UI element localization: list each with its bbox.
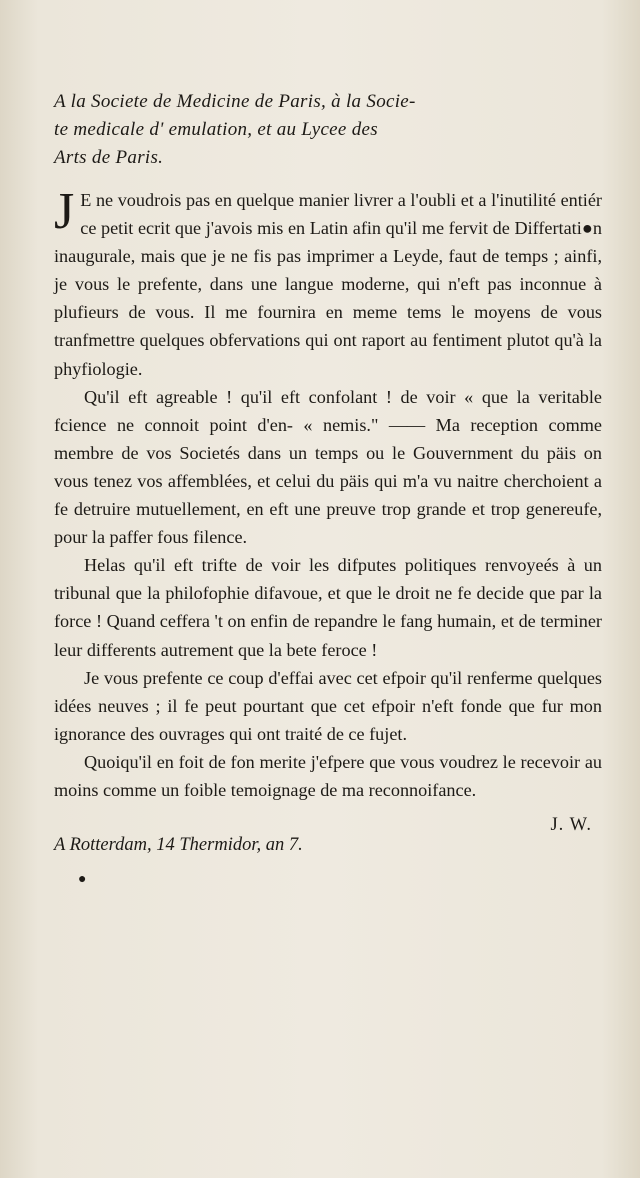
paragraph-4: Je vous prefente ce coup d'effai avec cet efpoir qu'il renferme quelques idées neuves ; il fe peut pourtant que cet efpoir n'eft fonde que fur mon ignorance des ouvrages qui ont traité de ce fujet. [54,667,602,744]
letter-body [54,88,602,888]
dateline: A Rotterdam, 14 Thermidor, an 7. [54,835,303,856]
dedication-heading [54,88,602,172]
paragraph-3: Helas qu'il eft trifte de voir les difputes politiques renvoyeés à un tribunal que la philofophie difavoue, et que le droit ne fe decide que par la force ! Quand ceffera 't on enfin de repandre le fang humain, et de terminer leur differents autrement que la bete feroce ! [54,555,602,660]
heading-line-3: Arts de Paris. [54,147,164,168]
paragraph-1-text: E ne voudrois pas en quelque manier livrer a l'oubli et a l'inutilité entiér ce petit ecrit que j'avois mis en Latin afin qu'il me fervit de Differtati●n inaugurale, mais que je ne fis pas imprimer a Leyde, faut de temps ; ainfi, je vous le prefente, dans une langue moderne, qui n'eft pas inconnue à plufieurs de vous. Il me fournira en meme tems le moyens de vous tranfmettre quelques obfervations qui ont raport au fentiment plutot qu'à la phyfiologie. [54,190,602,379]
paragraph-2: Qu'il eft agreable ! qu'il eft confolant ! de voir « que la veritable fcience ne connoit point d'en- « nemis." —— Ma reception comme membre de vos Societés dans un temps ou le Gouvernment du päis on vous tenez vos affemblées, et celui du päis qui m'a vu naitre cherchoient a fe detruire mutuellement, en eft une preuve trop grande et trop genereufe, pour la paffer fous filence. [54,386,602,548]
drop-cap: J [54,183,75,240]
paragraph-1 [54,183,602,383]
ornament-mark: ● [78,872,87,888]
heading-line-2: te medicale d' emulation, et au Lycee des [54,119,378,140]
signature: J. W. [550,815,592,836]
heading-line-1: A la Societe de Medicine de Paris, à la Socie- [54,91,416,112]
paragraph-5: Quoiqu'il en foit de fon merite j'efpere que vous voudrez le recevoir au moins comme un foible temoignage de ma reconnoifance. [54,751,602,800]
